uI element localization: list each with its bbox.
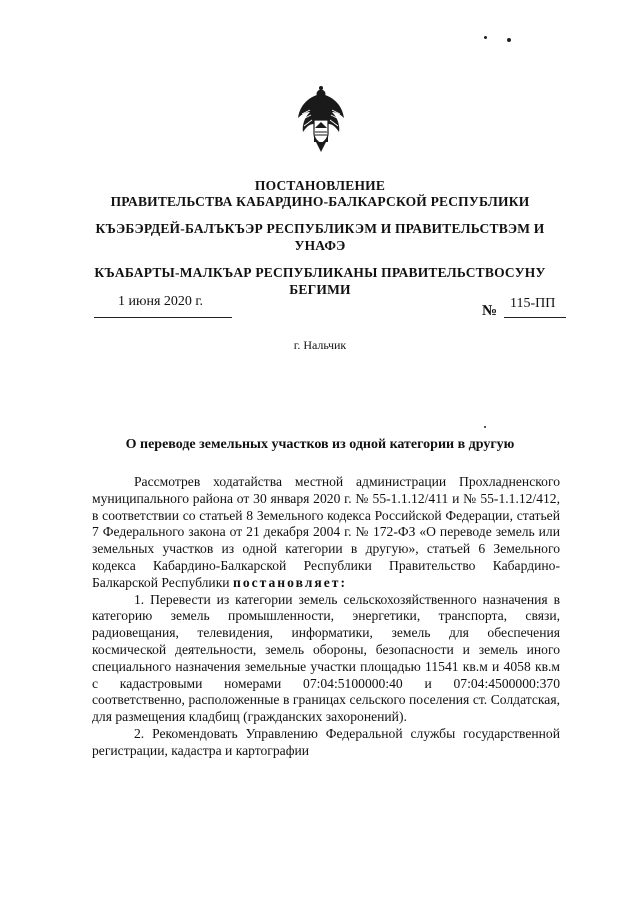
document-type: ПОСТАНОВЛЕНИЕ <box>254 178 386 193</box>
paragraph-preamble <box>92 474 560 592</box>
number-sign: № <box>482 303 498 319</box>
government-name-kab-line1: КЪЭБЭРДЕЙ-БАЛЪКЪЭР РЕСПУБЛИКЭМ И ПРАВИТЕЛЬСТВЭМ И <box>95 221 545 236</box>
government-name-balk-line2: БЕГИМИ <box>289 282 351 297</box>
government-name-kab-line2: УНАФЭ <box>294 238 346 253</box>
government-name-ru: ПРАВИТЕЛЬСТВА КАБАРДИНО-БАЛКАРСКОЙ РЕСПУБЛИКИ <box>110 194 530 209</box>
decree-date: 1 июня 2020 г. <box>118 294 204 309</box>
preamble-text: Рассмотрев ходатайства местной администрации Прохладненского муниципального района от 30 января 2020 г. № 55-1.1.12/411 и № 55-1.1.12/412, в соответствии со статьей 8 Земельного кодекса Российской Федерации, статьей 7 Федерального закона от 21 декабря 2004 г. № 172-ФЗ «О переводе земель или земельных участков из одной категории в другую», статьей 6 Земельного кодекса Кабардино-Балкарской Республики Правительство Кабардино-Балкарской Республики <box>92 474 560 590</box>
paragraph-2: 2. Рекомендовать Управлению Федеральной службы государственной регистрации, кадастра и картографии <box>92 725 560 758</box>
scan-speck <box>484 426 486 428</box>
city-name: г. Нальчик <box>293 338 347 352</box>
document-title: О переводе земельных участков из одной категории в другую <box>125 437 515 452</box>
decree-word: постановляет: <box>233 574 347 590</box>
scan-speck <box>507 38 511 42</box>
government-name-balk-line1: КЪАБАРТЫ-МАЛКЪАР РЕСПУБЛИКАНЫ ПРАВИТЕЛЬСТВОСУНУ <box>94 265 546 280</box>
scan-speck <box>484 36 487 39</box>
paragraph-1: 1. Перевести из категории земель сельскохозяйственного назначения в категорию земель промышленности, энергетики, транспорта, связи, радиовещания, телевидения, информатики, земель для обеспечения космической деятельности, земель обороны, безопасности и земель иного специального назначения земельные участки площадью 11541 кв.м и 4058 кв.м с кадастровыми номерами 07:04:5100000:40 и 07:04:4500000:370 соответственно, расположенные в границах сельского поселения ст. Солдатская, для размещения кладбищ (гражданских захоронений). <box>92 591 560 725</box>
number-underline <box>504 317 566 318</box>
coat-of-arms-eagle-icon <box>296 84 346 154</box>
decree-number: 115-ПП <box>510 296 556 311</box>
date-underline <box>94 317 232 318</box>
document-body <box>92 474 560 760</box>
